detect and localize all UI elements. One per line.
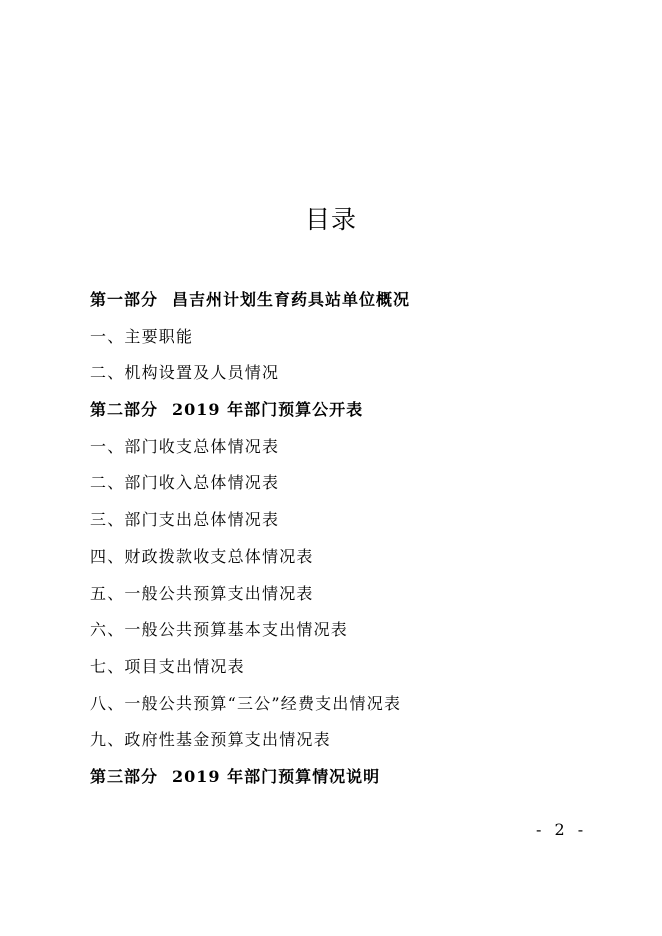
toc-item[interactable]: 三、部门支出总体情况表 [90,510,280,530]
page-number: - 2 - [536,820,588,839]
toc-item[interactable]: 六、一般公共预算基本支出情况表 [90,620,349,640]
toc-part-number: 第一部分 [90,290,159,309]
toc-part-1[interactable] [90,286,610,323]
toc-item[interactable]: 七、项目支出情况表 [90,656,245,676]
toc-item[interactable]: 五、一般公共预算支出情况表 [90,583,314,603]
toc-part-2[interactable] [90,396,610,433]
toc-item[interactable]: 二、机构设置及人员情况 [90,363,280,383]
toc-part-number: 第二部分 [90,400,159,420]
toc-part-number: 第三部分 [90,766,159,786]
toc-item[interactable]: 一、部门收支总体情况表 [90,436,280,456]
toc-item[interactable]: 八、一般公共预算“三公”经费支出情况表 [90,693,402,713]
toc-item[interactable]: 二、部门收入总体情况表 [90,473,280,493]
table-of-contents [90,286,610,800]
toc-part-title: 2019 年部门预算公开表 [172,400,364,420]
toc-item[interactable]: 四、财政拨款收支总体情况表 [90,546,314,566]
toc-part-title: 2019 年部门预算情况说明 [172,766,381,786]
toc-part-title: 昌吉州计划生育药具站单位概况 [172,290,411,309]
page-title: 目录 [304,205,357,234]
toc-item[interactable]: 一、主要职能 [90,326,194,346]
toc-part-3[interactable] [90,763,610,800]
toc-item[interactable]: 九、政府性基金预算支出情况表 [90,730,331,750]
